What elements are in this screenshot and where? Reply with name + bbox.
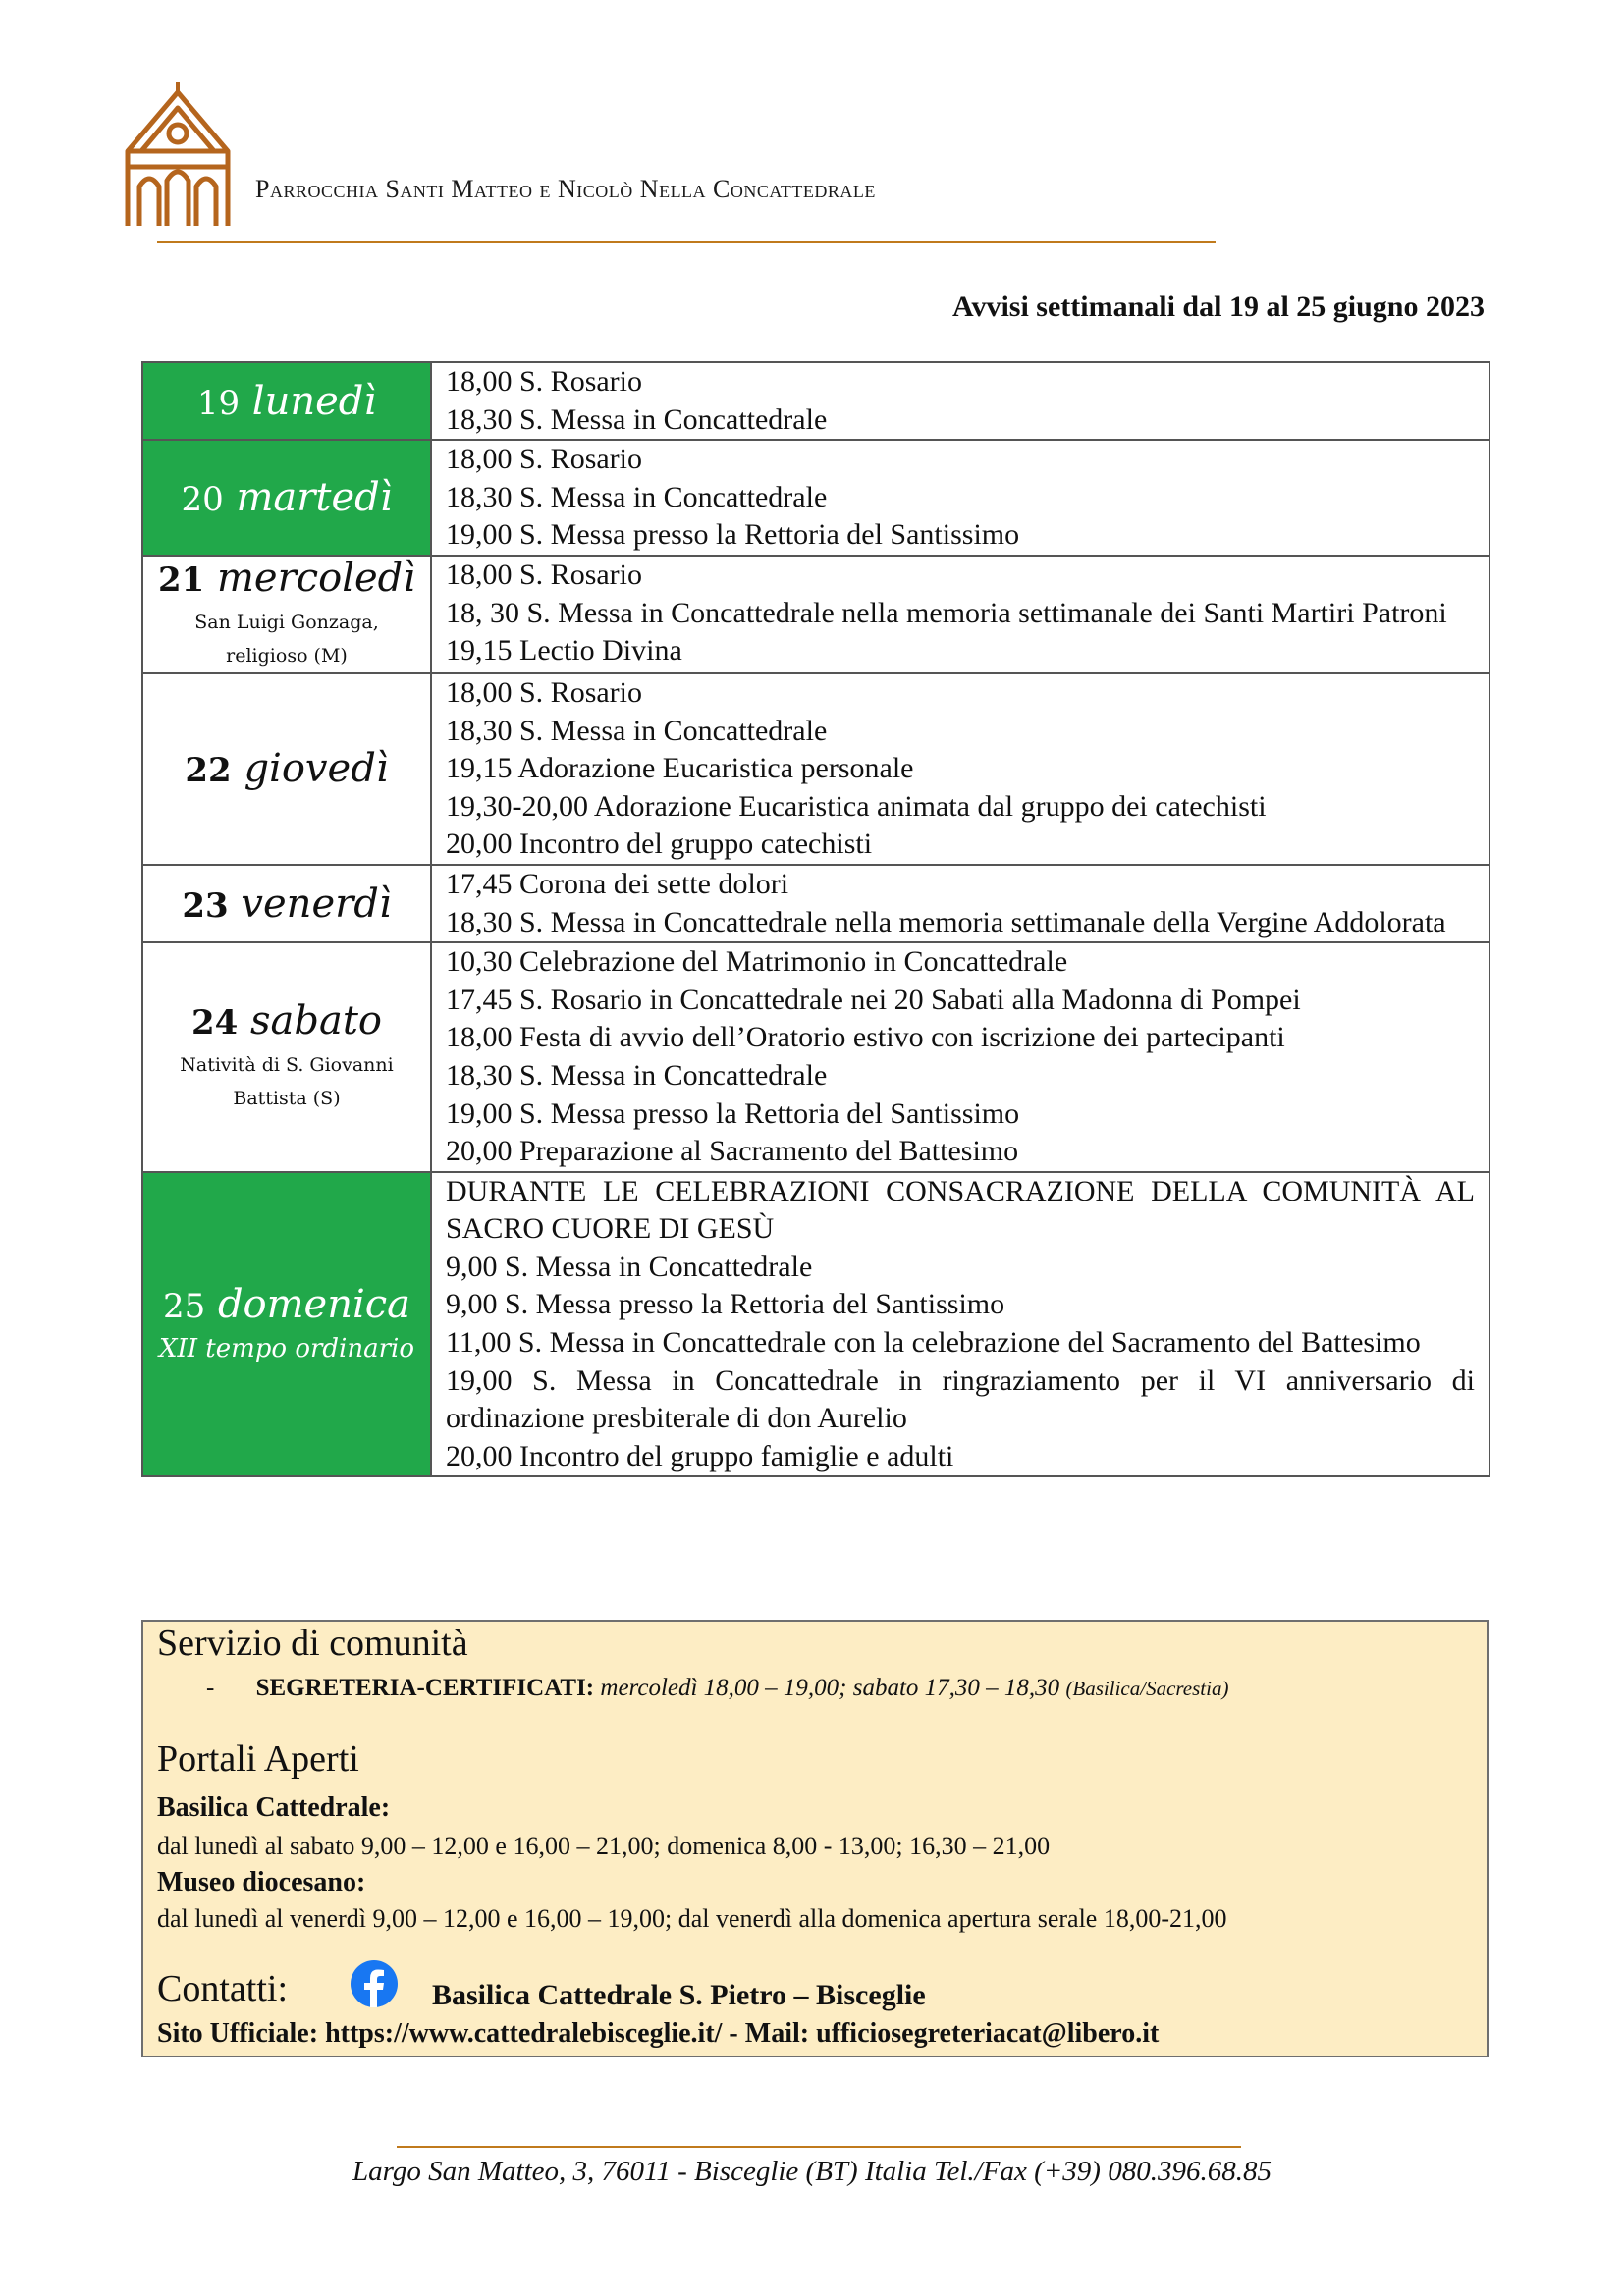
day-name: domenica <box>217 1282 411 1328</box>
event-item: 18,30 S. Messa in Concattedrale <box>446 714 828 747</box>
site-and-mail[interactable]: Sito Ufficiale: https://www.cattedralebisceglie.it/ - Mail: ufficiosegreteriacat@libero.it <box>157 2018 1160 2049</box>
day-name: mercoledì <box>216 555 416 601</box>
event-item: 18,30 S. Messa in Concattedrale <box>446 480 828 513</box>
bullet: - <box>206 1675 215 1701</box>
event-item: 18,30 S. Messa in Concattedrale <box>446 402 828 436</box>
contatti-heading: Contatti: <box>157 1968 288 2009</box>
event-item: 19,00 S. Messa in Concattedrale in ringraziamento per il VI anniversario di ordinazione presbiterale di don Aurelio <box>446 1363 1475 1435</box>
day-number: 19 <box>196 383 241 423</box>
event-item: 19,00 S. Messa presso la Rettoria del Santissimo <box>446 518 1020 552</box>
segreteria-hours: mercoledì 18,00 – 19,00; sabato 17,30 – 18,30 <box>600 1675 1060 1701</box>
event-item: 18,00 S. Rosario <box>446 443 643 476</box>
schedule-row <box>142 440 1489 556</box>
event-item: 18,30 S. Messa in Concattedrale <box>446 1058 828 1092</box>
day-number: 25 <box>162 1287 206 1327</box>
segreteria-line <box>206 1675 1228 1702</box>
day-label <box>143 476 430 519</box>
event-item: 17,45 Corona dei sette dolori <box>446 867 789 900</box>
contact-name: Basilica Cattedrale S. Pietro – Bisceglie <box>432 1979 926 2011</box>
liturgical-note: Natività di S. Giovanni Battista (S) <box>180 1053 394 1109</box>
events-cell <box>431 440 1489 556</box>
schedule-row <box>142 865 1489 942</box>
event-item: 18,00 S. Rosario <box>446 558 643 591</box>
event-item: 19,00 S. Messa presso la Rettoria del Santissimo <box>446 1096 1020 1130</box>
day-label <box>143 999 430 1042</box>
schedule-row <box>142 942 1489 1172</box>
event-item: 10,30 Celebrazione del Matrimonio in Concattedrale <box>446 945 1068 979</box>
day-cell <box>142 865 431 942</box>
day-number: 24 <box>190 1002 239 1042</box>
events-cell <box>431 556 1489 673</box>
day-name: sabato <box>250 997 383 1043</box>
header-divider <box>157 241 1216 243</box>
day-cell <box>142 1172 431 1477</box>
day-label <box>143 747 430 790</box>
event-item: 18,30 S. Messa in Concattedrale nella memoria settimanale della Vergine Addolorata <box>446 905 1446 938</box>
day-label <box>143 1283 430 1326</box>
event-item: 18,00 S. Rosario <box>446 365 643 398</box>
basilica-hours: dal lunedì al sabato 9,00 – 12,00 e 16,00 – 21,00; domenica 8,00 - 13,00; 16,30 – 21,00 <box>157 1832 1051 1860</box>
service-heading: Servizio di comunità <box>157 1623 468 1664</box>
day-cell <box>142 556 431 673</box>
schedule-row <box>142 556 1489 673</box>
events-cell <box>431 673 1489 865</box>
segreteria-label: SEGRETERIA-CERTIFICATI: <box>255 1675 595 1701</box>
portali-heading: Portali Aperti <box>157 1738 359 1780</box>
museo-label: Museo diocesano: <box>157 1867 366 1897</box>
liturgical-note: XII tempo ordinario <box>158 1334 415 1364</box>
schedule-row <box>142 362 1489 440</box>
day-number: 21 <box>157 560 205 600</box>
museo-hours: dal lunedì al venerdì 9,00 – 12,00 e 16,00 – 19,00; dal venerdì alla domenica apertura serale 18,00-21,00 <box>157 1904 1227 1933</box>
event-item: 20,00 Incontro del gruppo famiglie e adulti <box>446 1439 954 1472</box>
day-label <box>143 882 430 926</box>
event-item: 19,30-20,00 Adorazione Eucaristica animata dal gruppo dei catechisti <box>446 789 1267 823</box>
footer-divider <box>397 2146 1241 2148</box>
day-name: venerdì <box>241 881 392 927</box>
footer-address: Largo San Matteo, 3, 76011 - Bisceglie (BT) Italia Tel./Fax (+39) 080.396.68.85 <box>352 2156 1272 2187</box>
event-item: 9,00 S. Messa in Concattedrale <box>446 1250 813 1283</box>
weekly-schedule-table <box>141 361 1490 1477</box>
event-item: 20,00 Incontro del gruppo catechisti <box>446 828 873 861</box>
event-item: 18, 30 S. Messa in Concattedrale nella memoria settimanale dei Santi Martiri Patroni <box>446 596 1447 629</box>
event-item: 17,45 S. Rosario in Concattedrale nei 20 Sabati alla Madonna di Pompei <box>446 983 1301 1016</box>
events-cell <box>431 942 1489 1172</box>
day-number: 22 <box>185 751 232 791</box>
day-number: 23 <box>182 885 229 926</box>
day-cell <box>142 362 431 440</box>
events-cell <box>431 1172 1489 1477</box>
event-item: 18,00 Festa di avvio dell’Oratorio estivo con iscrizione dei partecipanti <box>446 1021 1285 1054</box>
event-item: 18,00 S. Rosario <box>446 675 643 709</box>
event-item: 19,15 Lectio Divina <box>446 634 682 667</box>
day-label <box>143 380 430 423</box>
day-name: giovedì <box>244 746 389 792</box>
event-item: 9,00 S. Messa presso la Rettoria del Santissimo <box>446 1288 1005 1321</box>
day-cell <box>142 440 431 556</box>
day-name: lunedì <box>251 378 377 424</box>
events-cell <box>431 865 1489 942</box>
event-item: 11,00 S. Messa in Concattedrale con la celebrazione del Sacramento del Battesimo <box>446 1326 1421 1360</box>
event-item: 19,15 Adorazione Eucaristica personale <box>446 752 914 785</box>
info-box <box>141 1620 1489 2057</box>
day-cell <box>142 942 431 1172</box>
events-cell <box>431 362 1489 440</box>
day-number: 20 <box>181 480 224 520</box>
schedule-row <box>142 673 1489 865</box>
event-item: DURANTE LE CELEBRAZIONI CONSACRAZIONE DELLA COMUNITÀ AL SACRO CUORE DI GESÙ <box>446 1174 1475 1246</box>
parish-logo <box>120 82 236 228</box>
liturgical-note: San Luigi Gonzaga, religioso (M) <box>194 611 379 667</box>
day-cell <box>142 673 431 865</box>
day-name: martedì <box>236 475 393 521</box>
schedule-row <box>142 1172 1489 1477</box>
parish-name: Parrocchia Santi Matteo e Nicolò Nella Concattedrale <box>255 175 876 203</box>
notice-title: Avvisi settimanali dal 19 al 25 giugno 2023 <box>952 291 1485 323</box>
day-label <box>143 557 430 600</box>
event-item: 20,00 Preparazione al Sacramento del Battesimo <box>446 1135 1019 1168</box>
segreteria-place: (Basilica/Sacrestia) <box>1065 1677 1229 1700</box>
basilica-label: Basilica Cattedrale: <box>157 1792 391 1823</box>
facebook-icon[interactable] <box>350 1959 399 2008</box>
